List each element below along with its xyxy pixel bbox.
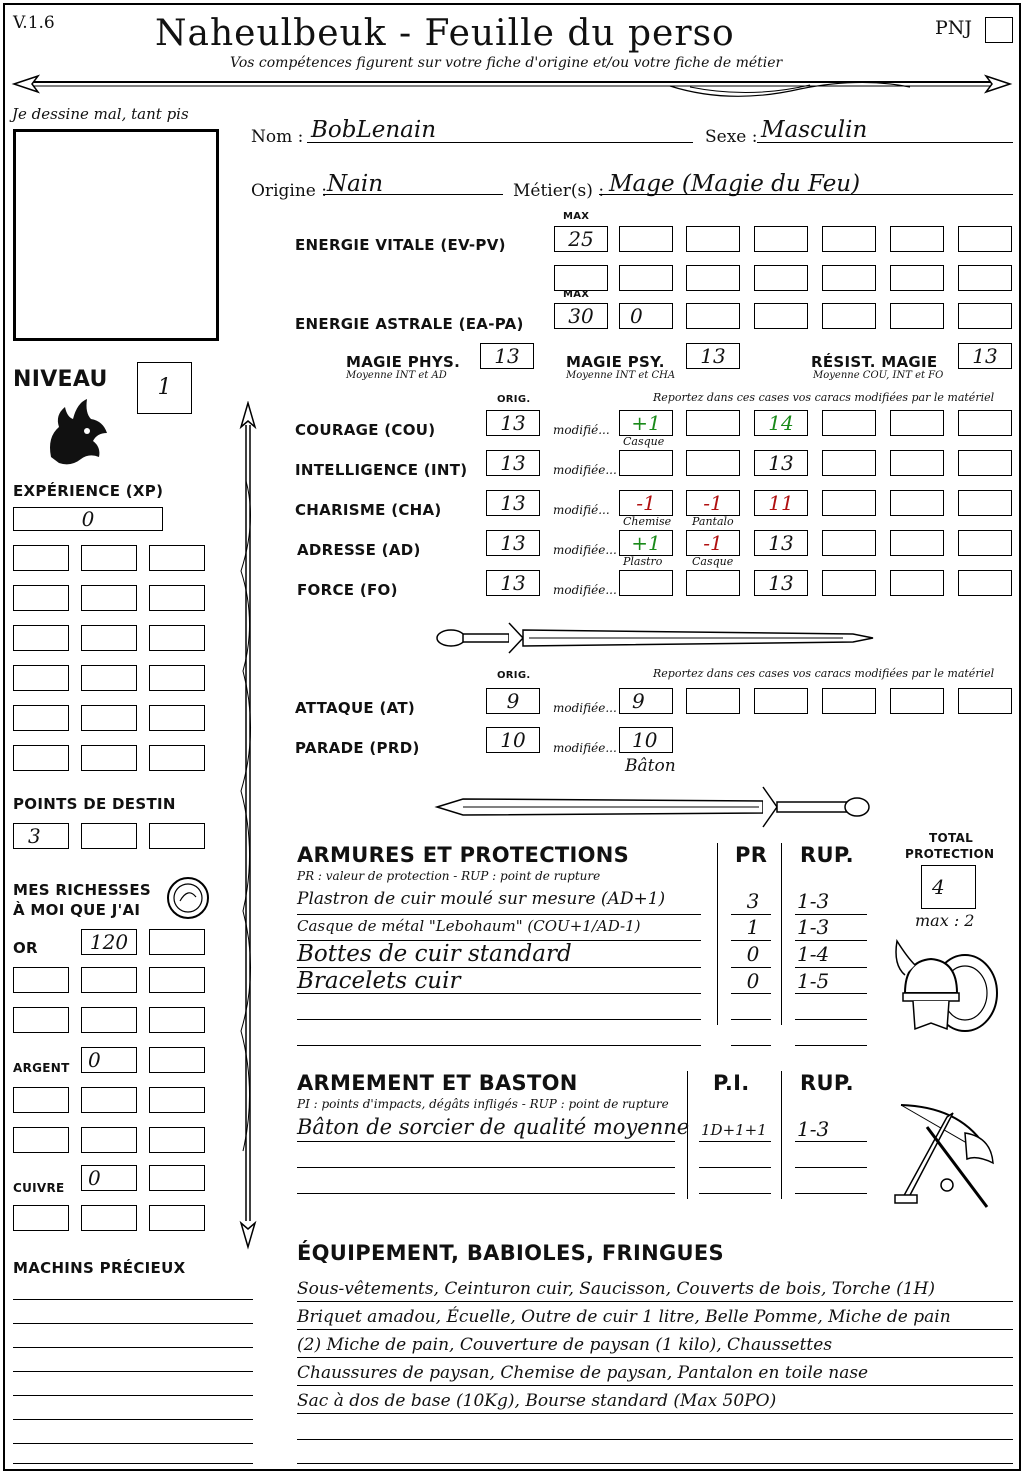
strength-mod-box[interactable]	[958, 570, 1012, 596]
ev-box[interactable]	[686, 226, 740, 252]
ev-max-box[interactable]: 25	[554, 226, 608, 252]
courage-modified-label: modifié...	[553, 423, 610, 437]
dexterity-mod-note: Casque	[692, 555, 734, 568]
ev-box[interactable]	[822, 265, 876, 291]
magic-phys-label: MAGIE PHYS.	[346, 353, 461, 371]
ea-box[interactable]	[822, 303, 876, 329]
weapons-col-rup: RUP.	[800, 1071, 854, 1095]
ev-box[interactable]	[958, 226, 1012, 252]
xp-grid-box[interactable]	[13, 745, 69, 771]
strength-mod-box[interactable]	[619, 570, 673, 596]
silver-box[interactable]	[149, 1127, 205, 1153]
intelligence-mod-box[interactable]	[822, 450, 876, 476]
xp-grid-box[interactable]	[81, 625, 137, 651]
charisma-orig-box[interactable]: 13	[486, 490, 540, 516]
spear-divider-top	[10, 69, 1015, 107]
parry-mod-note: Bâton	[625, 756, 676, 776]
silver-box[interactable]	[81, 1087, 137, 1113]
page-title: Naheulbeuk - Feuille du perso	[155, 13, 735, 54]
armor-title: ARMURES ET PROTECTIONS	[297, 843, 630, 867]
weapons-col-divider	[781, 1071, 782, 1199]
charisma-modified-label: modifié...	[553, 503, 610, 517]
ev-max-label: MAX	[563, 211, 590, 222]
ev-box[interactable]	[754, 265, 808, 291]
xp-grid-box[interactable]	[81, 585, 137, 611]
total-protection-label: TOTAL	[929, 831, 974, 845]
equipment-line[interactable]: Briquet amadou, Écuelle, Outre de cuir 1 litre, Belle Pomme, Miche de pain	[297, 1307, 951, 1327]
armor-pr[interactable]: 0	[746, 942, 760, 966]
intelligence-mod-box[interactable]	[619, 450, 673, 476]
gold-box[interactable]	[13, 967, 69, 993]
weapon-row-line	[297, 1141, 675, 1142]
armor-row-line[interactable]	[731, 1045, 771, 1046]
silver-box[interactable]	[13, 1127, 69, 1153]
gold-box[interactable]	[149, 967, 205, 993]
dexterity-mod-box[interactable]: +1	[619, 530, 673, 556]
ev-box[interactable]	[619, 226, 673, 252]
destiny-box[interactable]: 3	[13, 823, 69, 849]
equipment-underline	[297, 1301, 1013, 1302]
armor-name[interactable]: Bottes de cuir standard	[297, 941, 572, 967]
charisma-mod-note: Chemise	[623, 515, 672, 528]
weapons-title: ARMEMENT ET BASTON	[297, 1071, 578, 1095]
character-sheet	[3, 3, 1021, 1471]
xp-grid-box[interactable]	[13, 625, 69, 651]
dexterity-mod-box[interactable]: 13	[754, 530, 808, 556]
level-box[interactable]: 1	[137, 362, 192, 414]
charisma-mod-box[interactable]: -1	[619, 490, 673, 516]
resist-magic-label: RÉSIST. MAGIE	[811, 353, 938, 371]
dexterity-mod-box[interactable]	[890, 530, 944, 556]
armor-row-line[interactable]	[731, 1019, 771, 1020]
courage-orig-box[interactable]: 13	[486, 410, 540, 436]
copper-box[interactable]	[149, 1165, 205, 1191]
gold-label: OR	[13, 939, 38, 957]
weapons-note: PI : points d'impacts, dégâts infligés - RUP : point de rupture	[297, 1097, 669, 1111]
resist-magic-box[interactable]: 13	[958, 343, 1012, 369]
charisma-label: CHARISME (CHA)	[295, 501, 442, 519]
armor-row-line[interactable]	[297, 1019, 701, 1020]
gold-box[interactable]	[13, 1007, 69, 1033]
magic-psy-box[interactable]: 13	[686, 343, 740, 369]
xp-grid-box[interactable]	[81, 745, 137, 771]
magic-phys-note: Moyenne INT et AD	[346, 370, 447, 381]
ea-current-box[interactable]: 0	[619, 303, 673, 329]
resist-magic-note: Moyenne COU, INT et FO	[813, 370, 944, 381]
ev-box[interactable]	[890, 226, 944, 252]
sword-illustration	[433, 615, 877, 661]
job-label: Métier(s) :	[513, 181, 605, 201]
weapon-row-line	[795, 1141, 867, 1142]
attack-modified-label: modifiée...	[553, 701, 617, 715]
courage-mod-note: Casque	[623, 435, 665, 448]
weapon-row-line[interactable]	[699, 1193, 771, 1194]
weapon-name[interactable]: Bâton de sorcier de qualité moyenne	[297, 1115, 690, 1139]
intelligence-modified-label: modifiée...	[553, 463, 617, 477]
silver-label: ARGENT	[13, 1061, 70, 1075]
xp-grid-box[interactable]	[149, 705, 205, 731]
armor-name[interactable]: Casque de métal "Lebohaum" (COU+1/AD-1)	[297, 917, 641, 935]
dexterity-mod-box[interactable]	[958, 530, 1012, 556]
parry-label: PARADE (PRD)	[295, 739, 420, 757]
charisma-mod-box[interactable]	[890, 490, 944, 516]
equipment-title: ÉQUIPEMENT, BABIOLES, FRINGUES	[297, 1241, 724, 1265]
intelligence-label: INTELLIGENCE (INT)	[295, 461, 468, 479]
ev-box[interactable]	[890, 265, 944, 291]
ea-max-box[interactable]: 30	[554, 303, 608, 329]
pnj-checkbox[interactable]	[985, 17, 1013, 43]
strength-modified-label: modifiée...	[553, 583, 617, 597]
sword-illustration-2	[433, 779, 877, 835]
charisma-mod-box[interactable]: 11	[754, 490, 808, 516]
wealth-label-2: À MOI QUE J'AI	[13, 901, 141, 919]
job-value[interactable]: Mage (Magie du Feu)	[609, 171, 861, 197]
magic-phys-box[interactable]: 13	[480, 343, 534, 369]
courage-mod-box[interactable]: +1	[619, 410, 673, 436]
destiny-box[interactable]	[81, 823, 137, 849]
armor-col-pr: PR	[735, 843, 768, 867]
name-underline	[307, 142, 693, 143]
xp-grid-box[interactable]	[149, 665, 205, 691]
destiny-box[interactable]	[149, 823, 205, 849]
origin-underline	[323, 194, 503, 195]
strength-mod-box[interactable]	[890, 570, 944, 596]
attack-mod-box[interactable]	[890, 688, 944, 714]
armor-rup[interactable]: 1-5	[797, 969, 830, 993]
copper-box[interactable]	[149, 1205, 205, 1231]
silver-box[interactable]	[149, 1047, 205, 1073]
courage-mod-box[interactable]	[958, 410, 1012, 436]
combat-report-note: Reportez dans ces cases vos caracs modifiées par le matériel	[653, 667, 995, 680]
silver-box[interactable]	[81, 1127, 137, 1153]
xp-grid-box[interactable]	[149, 585, 205, 611]
xp-grid-box[interactable]	[13, 705, 69, 731]
equipment-line[interactable]: Sous-vêtements, Ceinturon cuir, Saucisson, Couverts de bois, Torche (1H)	[297, 1279, 935, 1299]
xp-grid-box[interactable]	[13, 665, 69, 691]
charisma-mod-note: Pantalo	[692, 515, 734, 528]
attack-mod-box[interactable]	[958, 688, 1012, 714]
weapon-row-line	[699, 1141, 771, 1142]
ev-box[interactable]	[554, 265, 608, 291]
weapon-row-line[interactable]	[297, 1193, 675, 1194]
dexterity-mod-box[interactable]: -1	[686, 530, 740, 556]
armor-row-line	[795, 967, 867, 968]
courage-label: COURAGE (COU)	[295, 421, 436, 439]
xp-grid-box[interactable]	[13, 585, 69, 611]
copper-box[interactable]	[81, 1205, 137, 1231]
strength-mod-box[interactable]: 13	[754, 570, 808, 596]
equipment-underline	[297, 1329, 1013, 1330]
dexterity-mod-note: Plastro	[623, 555, 663, 568]
precious-line[interactable]	[13, 1299, 253, 1300]
precious-line[interactable]	[13, 1323, 253, 1324]
equipment-underline	[297, 1413, 1013, 1414]
intelligence-mod-box[interactable]	[686, 450, 740, 476]
weapons-col-pi: P.I.	[713, 1071, 750, 1095]
page-subtitle: Vos compétences figurent sur votre fiche d'origine et/ou votre fiche de métier	[230, 55, 783, 71]
weapon-rup[interactable]: 1-3	[797, 1117, 830, 1141]
portrait-box[interactable]	[13, 129, 219, 341]
armor-pr[interactable]: 3	[746, 889, 760, 913]
equipment-line[interactable]: Chaussures de paysan, Chemise de paysan, Pantalon en toile nase	[297, 1363, 869, 1383]
dexterity-modified-label: modifiée...	[553, 543, 617, 557]
origin-label: Origine :	[251, 181, 327, 201]
charisma-mod-box[interactable]	[958, 490, 1012, 516]
precious-label: MACHINS PRÉCIEUX	[13, 1259, 186, 1277]
attack-mod-box[interactable]	[754, 688, 808, 714]
equipment-underline[interactable]	[297, 1463, 1013, 1464]
equipment-line[interactable]: (2) Miche de pain, Couverture de paysan (1 kilo), Chaussettes	[297, 1335, 833, 1355]
armor-rup[interactable]: 1-4	[797, 942, 830, 966]
courage-mod-box[interactable]: 14	[754, 410, 808, 436]
intelligence-mod-box[interactable]	[958, 450, 1012, 476]
level-label: NIVEAU	[13, 367, 108, 392]
precious-line[interactable]	[13, 1463, 253, 1464]
charisma-mod-box[interactable]	[822, 490, 876, 516]
weapon-row-line[interactable]	[795, 1167, 867, 1168]
attack-mod-box[interactable]	[822, 688, 876, 714]
name-label: Nom :	[251, 127, 304, 147]
destiny-label: POINTS DE DESTIN	[13, 795, 176, 813]
xp-label: EXPÉRIENCE (XP)	[13, 482, 164, 500]
dragon-icon	[41, 397, 111, 469]
armor-row-line[interactable]	[297, 1045, 701, 1046]
charisma-mod-box[interactable]: -1	[686, 490, 740, 516]
sex-label: Sexe :	[705, 127, 758, 147]
armor-pr[interactable]: 1	[746, 915, 760, 939]
total-protection-box[interactable]: 4	[921, 865, 976, 909]
gold-box[interactable]	[149, 929, 205, 955]
strength-mod-box[interactable]	[686, 570, 740, 596]
xp-box[interactable]: 0	[13, 507, 163, 531]
strength-label: FORCE (FO)	[297, 581, 398, 599]
copper-box[interactable]	[13, 1205, 69, 1231]
ev-box[interactable]	[686, 265, 740, 291]
dexterity-mod-box[interactable]	[822, 530, 876, 556]
equipment-line[interactable]: Sac à dos de base (10Kg), Bourse standard (Max 50PO)	[297, 1391, 777, 1411]
gold-box[interactable]	[81, 1007, 137, 1033]
attack-orig-box[interactable]: 9	[486, 688, 540, 714]
weapon-row-line[interactable]	[699, 1167, 771, 1168]
ea-max-label: MAX	[563, 289, 590, 300]
armor-col-divider	[717, 843, 718, 1025]
dexterity-orig-box[interactable]: 13	[486, 530, 540, 556]
version-label: V.1.6	[13, 13, 55, 33]
armor-name[interactable]: Bracelets cuir	[297, 968, 461, 994]
armor-name[interactable]: Plastron de cuir moulé sur mesure (AD+1)	[297, 889, 666, 909]
precious-line[interactable]	[13, 1443, 253, 1444]
equipment-underline[interactable]	[297, 1439, 1013, 1440]
combat-orig-label: ORIG.	[497, 670, 531, 681]
parry-orig-box[interactable]: 10	[486, 727, 540, 753]
gold-box[interactable]: 120	[81, 929, 137, 955]
armor-row-line	[795, 993, 867, 994]
magic-psy-label: MAGIE PSY.	[566, 353, 665, 371]
ev-box[interactable]	[754, 226, 808, 252]
coin-icon	[165, 875, 211, 921]
equipment-underline	[297, 1357, 1013, 1358]
armor-row-line	[297, 993, 701, 994]
parry-mod-box[interactable]: 10	[619, 727, 673, 753]
intelligence-orig-box[interactable]: 13	[486, 450, 540, 476]
ev-box[interactable]	[958, 265, 1012, 291]
armor-row-line	[795, 940, 867, 941]
armor-col-rup: RUP.	[800, 843, 854, 867]
attack-label: ATTAQUE (AT)	[295, 699, 416, 717]
silver-box[interactable]: 0	[81, 1047, 137, 1073]
orig-label: ORIG.	[497, 394, 531, 405]
xp-grid-box[interactable]	[81, 665, 137, 691]
weapon-row-line[interactable]	[297, 1167, 675, 1168]
wealth-label: MES RICHESSES	[13, 881, 152, 899]
ea-box[interactable]	[754, 303, 808, 329]
attack-mod-box[interactable]: 9	[619, 688, 673, 714]
silver-box[interactable]	[149, 1087, 205, 1113]
xp-grid-box[interactable]	[13, 545, 69, 571]
dexterity-label: ADRESSE (AD)	[297, 541, 421, 559]
parry-modified-label: modifiée...	[553, 741, 617, 755]
weapon-pi[interactable]: 1D+1+1	[701, 1121, 767, 1139]
max-protection-note: max : 2	[915, 911, 975, 930]
silver-box[interactable]	[13, 1087, 69, 1113]
strength-mod-box[interactable]	[822, 570, 876, 596]
report-note: Reportez dans ces cases vos caracs modifiées par le matériel	[653, 391, 995, 404]
xp-grid-box[interactable]	[149, 625, 205, 651]
strength-orig-box[interactable]: 13	[486, 570, 540, 596]
copper-label: CUIVRE	[13, 1181, 65, 1195]
magic-psy-note: Moyenne INT et CHA	[566, 370, 676, 381]
armor-row-line[interactable]	[795, 1045, 867, 1046]
vertical-spear-illustration	[233, 401, 263, 1251]
origin-value[interactable]: Nain	[327, 171, 384, 197]
weapon-row-line[interactable]	[795, 1193, 867, 1194]
attack-mod-box[interactable]	[686, 688, 740, 714]
precious-line[interactable]	[13, 1347, 253, 1348]
ea-box[interactable]	[958, 303, 1012, 329]
sex-underline	[757, 142, 1013, 143]
pnj-label: PNJ	[935, 17, 973, 39]
precious-line[interactable]	[13, 1419, 253, 1420]
courage-mod-box[interactable]	[822, 410, 876, 436]
precious-line[interactable]	[13, 1371, 253, 1372]
crossed-weapons-illustration	[887, 1097, 1005, 1221]
ea-box[interactable]	[890, 303, 944, 329]
equipment-underline	[297, 1385, 1013, 1386]
portrait-caption: Je dessine mal, tant pis	[12, 105, 189, 123]
armor-row-line[interactable]	[795, 1019, 867, 1020]
armor-rup[interactable]: 1-3	[797, 889, 830, 913]
courage-mod-box[interactable]	[890, 410, 944, 436]
total-protection-label-2: PROTECTION	[905, 847, 995, 861]
ev-label: ENERGIE VITALE (EV-PV)	[295, 236, 506, 254]
helmet-shield-illustration	[891, 931, 1003, 1041]
ev-box[interactable]	[619, 265, 673, 291]
gold-box[interactable]	[149, 1007, 205, 1033]
xp-grid-box[interactable]	[149, 745, 205, 771]
armor-rup[interactable]: 1-3	[797, 915, 830, 939]
ev-box[interactable]	[822, 226, 876, 252]
xp-grid-box[interactable]	[81, 545, 137, 571]
ea-box[interactable]	[686, 303, 740, 329]
intelligence-mod-box[interactable]: 13	[754, 450, 808, 476]
ea-label: ENERGIE ASTRALE (EA-PA)	[295, 315, 524, 333]
armor-pr[interactable]: 0	[746, 969, 760, 993]
precious-line[interactable]	[13, 1395, 253, 1396]
name-value[interactable]: BobLenain	[311, 117, 437, 143]
copper-box[interactable]: 0	[81, 1165, 137, 1191]
xp-grid-box[interactable]	[149, 545, 205, 571]
courage-mod-box[interactable]	[686, 410, 740, 436]
armor-row-line	[731, 967, 771, 968]
xp-grid-box[interactable]	[81, 705, 137, 731]
armor-row-line	[731, 940, 771, 941]
armor-note: PR : valeur de protection - RUP : point de rupture	[297, 869, 601, 883]
armor-row-line	[297, 914, 701, 915]
armor-col-divider	[781, 843, 782, 1025]
armor-row-line	[731, 993, 771, 994]
job-underline	[599, 194, 1013, 195]
sex-value[interactable]: Masculin	[761, 117, 868, 143]
gold-box[interactable]	[81, 967, 137, 993]
intelligence-mod-box[interactable]	[890, 450, 944, 476]
